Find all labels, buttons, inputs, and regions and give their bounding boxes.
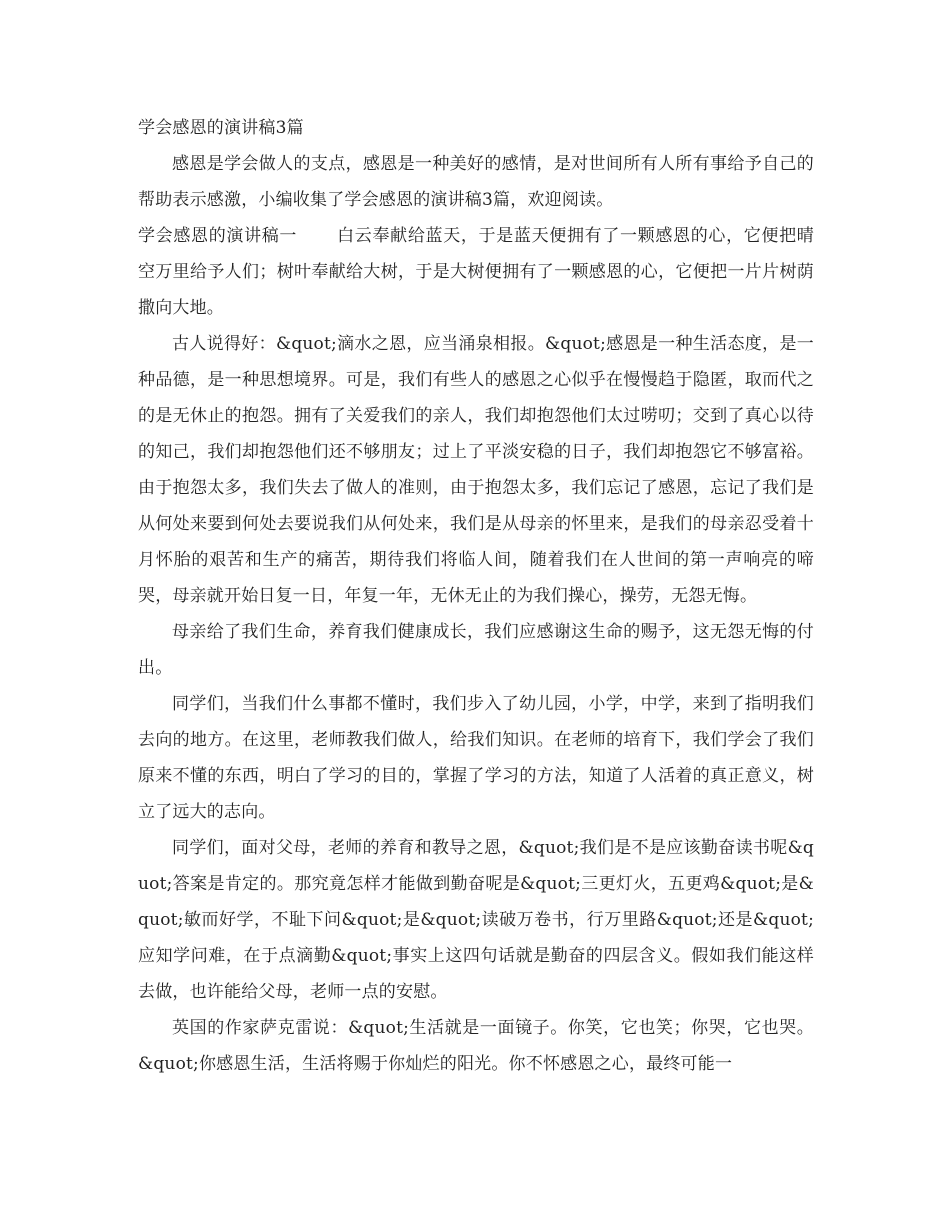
body-paragraph: 古人说得好：&quot;滴水之恩，应当涌泉相报。&quot;感恩是一种生活态度，是一种品德，是一种思想境界。可是，我们有些人的感恩之心似乎在慢慢趋于隐匿，取而代之的是无休止的抱怨。拥有了关爱我们的亲人，我们却抱怨他们太过唠叨；交到了真心以待的知己，我们却抱怨他们还不够朋友；过上了平淡安稳的日子，我们却抱怨它不够富裕。由于抱怨太多，我们失去了做人的准则，由于抱怨太多，我们忘记了感恩，忘记了我们是从何处来要到何处去要说我们从何处来，我们是从母亲的怀里来，是我们的母亲忍受着十月怀胎的艰苦和生产的痛苦，期待我们将临人间，随着我们在人世间的第一声响亮的啼哭，母亲就开始日复一日，年复一年，无休无止的为我们操心，操劳，无怨无悔。 — [138, 334, 814, 606]
section-1-heading: 学会感恩的演讲稿一 — [138, 226, 298, 246]
body-paragraph: 英国的作家萨克雷说：&quot;生活就是一面镜子。你笑，它也笑；你哭，它也哭。&quot;你感恩生活，生活将赐于你灿烂的阳光。你不怀感恩之心，最终可能一 — [138, 1018, 814, 1074]
body-paragraph: 同学们，当我们什么事都不懂时，我们步入了幼儿园，小学，中学，来到了指明我们去向的地方。在这里，老师教我们做人，给我们知识。在老师的培育下，我们学会了我们原来不懂的东西，明白了学习的目的，掌握了学习的方法，知道了人活着的真正意义，树立了远大的志向。 — [138, 694, 814, 822]
intro-paragraph: 感恩是学会做人的支点，感恩是一种美好的感情，是对世间所有人所有事给予自己的帮助表示感激，小编收集了学会感恩的演讲稿3篇，欢迎阅读。 — [138, 154, 814, 210]
document-title: 学会感恩的演讲稿3篇 — [138, 118, 304, 138]
section-1-first-text: 白云奉献给蓝天，于是蓝天便拥有了一颗感恩的心，它便把晴空万里给予人们；树叶奉献给大树，于是大树便拥有了一颗感恩的心，它便把一片片树荫撒向大地。 — [138, 226, 814, 318]
body-paragraph: 母亲给了我们生命，养育我们健康成长，我们应感谢这生命的赐予，这无怨无悔的付出。 — [138, 622, 814, 678]
section-1-paragraph — [138, 218, 814, 326]
body-paragraph: 同学们，面对父母，老师的养育和教导之恩，&quot;我们是不是应该勤奋读书呢&quot;答案是肯定的。那究竟怎样才能做到勤奋呢是&quot;三更灯火，五更鸡&quot;是&quot;敏而好学，不耻下问&quot;是&quot;读破万卷书，行万里路&quot;还是&quot;应知学问难，在于点滴勤&quot;事实上这四句话就是勤奋的四层含义。假如我们能这样去做，也许能给父母，老师一点的安慰。 — [138, 838, 814, 1002]
document-body — [138, 110, 814, 1082]
